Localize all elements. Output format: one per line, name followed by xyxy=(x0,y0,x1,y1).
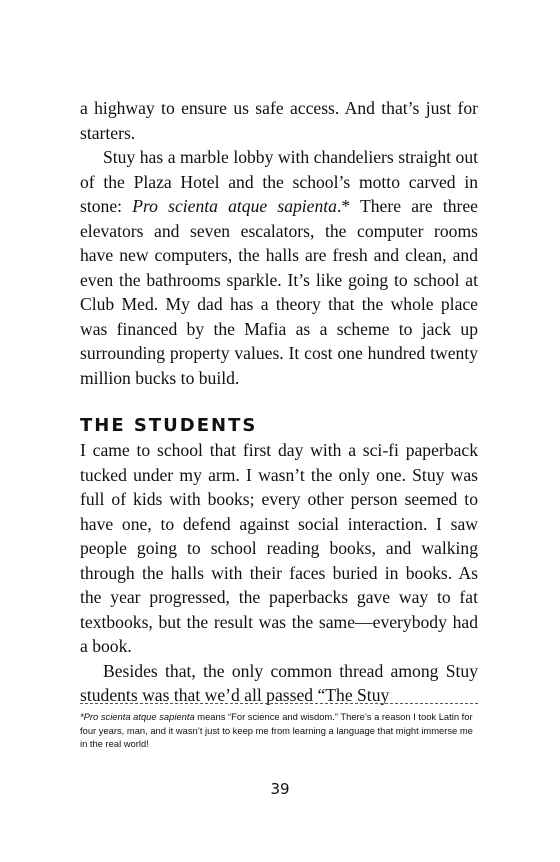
paragraph-2 xyxy=(80,145,478,390)
footnote-text: means “For science and wisdom.” There’s a reason I took Latin for four years, man, and it wasn’t just to keep me from learning a language that might immerse me in the real world! xyxy=(80,711,473,749)
paragraph-2-intro: Stuy has a marble lobby with chandeliers straight out of the Plaza Hotel and the school’s motto carved in stone: xyxy=(80,147,478,216)
footnote xyxy=(80,710,478,751)
footnote-motto: *Pro scienta atque sapienta xyxy=(80,711,195,722)
page-number: 39 xyxy=(270,780,290,798)
footnote-divider xyxy=(80,703,478,704)
paragraph-4: Besides that, the only common thread among Stuy students was that we’d all passed “The Stuy xyxy=(80,660,478,705)
paragraph-3: I came to school that first day with a sci-fi paperback tucked under my arm. I wasn’t the only one. Stuy was full of kids with books; every other person seemed to have one, to defend against social interaction. I saw people going to school reading books, and walking through the halls with their faces buried in books. As the year progressed, the paperbacks gave way to fat textbooks, but the result was the same—everybody had a book. xyxy=(80,440,478,656)
paragraph-1: a highway to ensure us safe access. And that’s just for starters. xyxy=(80,98,478,143)
section-heading: THE STUDENTS xyxy=(80,415,258,436)
paragraph-2-rest: .* There are three elevators and seven escalators, the computer rooms have new computers, the halls are fresh and clean, and even the bathrooms sparkle. It’s like going to school at Club Med. My dad has a theory that the whole place was financed by the Mafia as a scheme to jack up surrounding property values. It cost one hundred twenty million bucks to build. xyxy=(80,196,478,388)
school-motto: Pro scienta atque sapienta xyxy=(132,196,337,216)
page-body xyxy=(80,96,478,708)
